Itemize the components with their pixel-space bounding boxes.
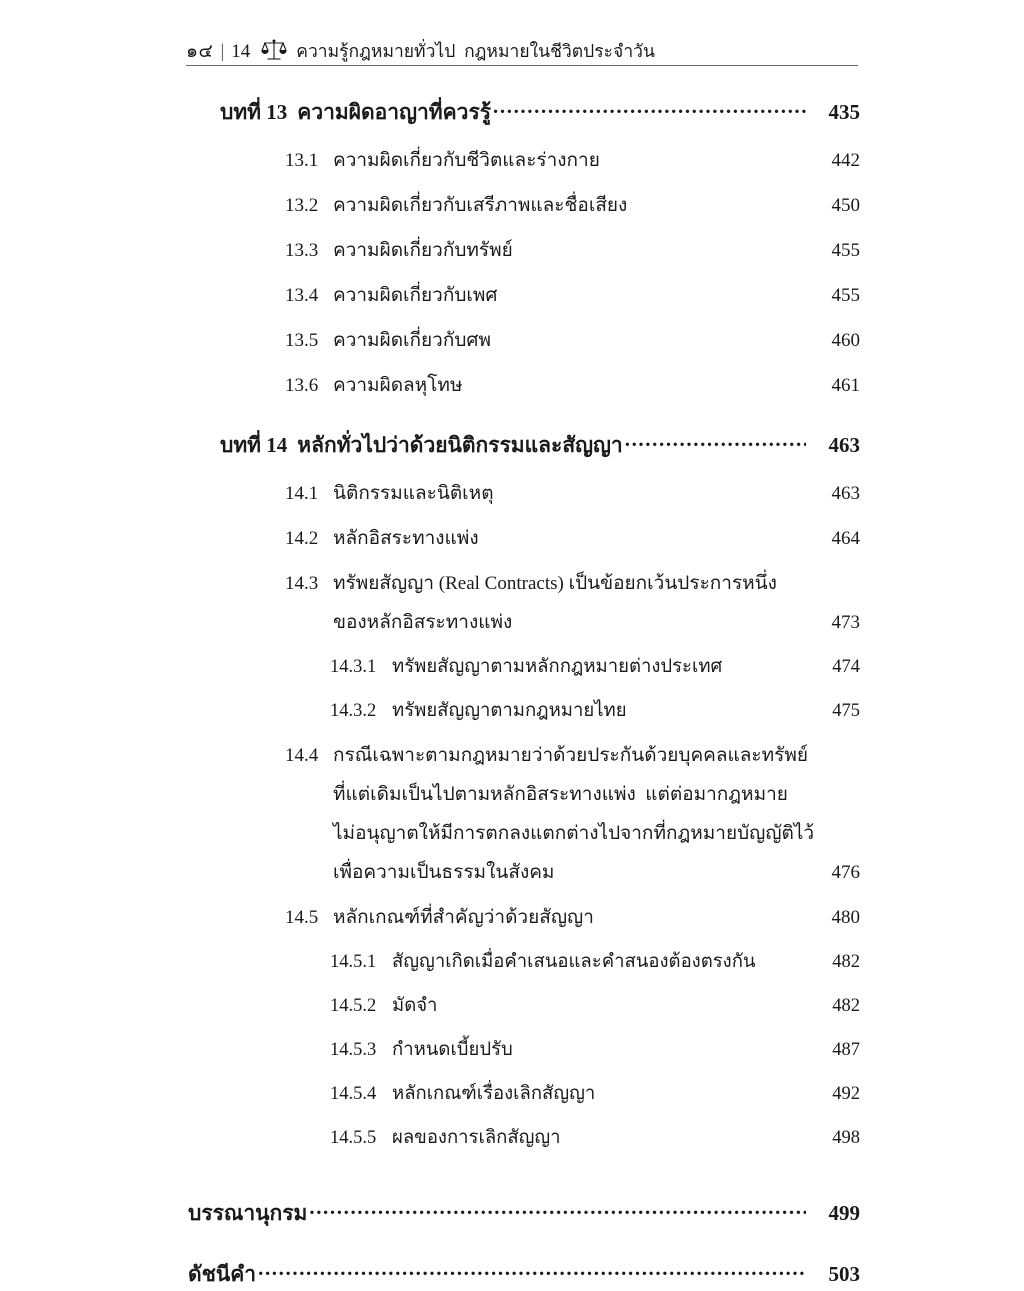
toc-chapter-row[interactable]: [0, 96, 1024, 129]
folio-thai-numeral: ๑๔: [186, 41, 214, 62]
toc-section-row[interactable]: [0, 370, 1024, 400]
toc-subsection-row[interactable]: [0, 1123, 1024, 1152]
section-number: 14.1: [285, 483, 319, 504]
section-continuation-line: [285, 779, 860, 809]
toc-backmatter-row[interactable]: [0, 1197, 1024, 1230]
subsection-title: หลักเกณฑ์เรื่องเลิกสัญญา: [392, 1084, 596, 1104]
chapter-title: ความผิดอาญาที่ควรรู้: [297, 100, 492, 124]
subsection-title: มัดจำ: [392, 996, 438, 1016]
section-continuation-line: [285, 818, 860, 848]
section-continuation-line: [285, 607, 860, 637]
section-first-line: [285, 568, 860, 598]
section-title-line: ที่แต่เดิมเป็นไปตามหลักอิสระทางแพ่ง แต่ต่อมากฎหมาย: [333, 784, 788, 805]
toc-subsection-row[interactable]: [0, 696, 1024, 725]
chapter-gap: [0, 415, 1024, 429]
backmatter-title: บรรณานุกรม: [188, 1201, 308, 1225]
subsection-page-number: 487: [832, 1040, 860, 1060]
section-page-number: 442: [831, 150, 860, 171]
chapter-title: หลักทั่วไปว่าด้วยนิติกรรมและสัญญา: [297, 433, 623, 457]
section-title-line: ทรัพยสัญญา (Real Contracts) เป็นข้อยกเว้นประการหนึ่ง: [333, 573, 777, 594]
dot-leader: [493, 98, 806, 119]
section-number: 13.6: [285, 375, 319, 396]
section-title-line: ของหลักอิสระทางแพ่ง: [333, 612, 513, 633]
section-number: 13.4: [285, 285, 319, 306]
toc-section-row[interactable]: [0, 145, 1024, 175]
subsection-page-number: 492: [832, 1084, 860, 1104]
section-page-number: 473: [831, 612, 860, 633]
section-page-number: 450: [831, 195, 860, 216]
subsection-page-number: 482: [832, 952, 860, 972]
toc-section-row[interactable]: [0, 325, 1024, 355]
subsection-number: 14.5.3: [330, 1040, 377, 1060]
section-title: นิติกรรมและนิติเหตุ: [333, 483, 494, 504]
section-number: 13.5: [285, 330, 319, 351]
section-number: 14.4: [285, 745, 319, 766]
toc-subsection-row[interactable]: [0, 652, 1024, 681]
subsection-title: ผลของการเลิกสัญญา: [392, 1128, 561, 1148]
subsection-page-number: 474: [832, 657, 860, 677]
subsection-page-number: 482: [832, 996, 860, 1016]
section-page-number: 461: [831, 375, 860, 396]
section-title: หลักเกณฑ์ที่สำคัญว่าด้วยสัญญา: [333, 907, 594, 928]
toc-subsection-row[interactable]: [0, 947, 1024, 976]
running-header: [186, 30, 858, 66]
section-page-number: 464: [831, 528, 860, 549]
section-title: ความผิดเกี่ยวกับชีวิตและร่างกาย: [333, 150, 600, 171]
section-title: ความผิดเกี่ยวกับเพศ: [333, 285, 498, 306]
toc-subsection-row[interactable]: [0, 1079, 1024, 1108]
section-number: 13.3: [285, 240, 319, 261]
running-header-title: ความรู้กฎหมายทั่วไป กฎหมายในชีวิตประจำวัน: [296, 40, 655, 61]
toc-section-row[interactable]: [0, 190, 1024, 220]
section-title: หลักอิสระทางแพ่ง: [333, 528, 479, 549]
section-page-number: 480: [831, 907, 860, 928]
scales-of-justice-icon: [261, 38, 287, 62]
section-page-number: 476: [831, 862, 860, 883]
subsection-number: 14.3.1: [330, 657, 377, 677]
subsection-title: สัญญาเกิดเมื่อคำเสนอและคำสนองต้องตรงกัน: [392, 952, 756, 972]
toc-section-block[interactable]: [0, 740, 1024, 887]
toc-subsection-row[interactable]: [0, 991, 1024, 1020]
subsection-page-number: 475: [832, 701, 860, 721]
subsection-number: 14.3.2: [330, 701, 377, 721]
toc-chapter-row[interactable]: [0, 429, 1024, 462]
dot-leader: [258, 1260, 806, 1281]
subsection-title: ทรัพยสัญญาตามกฎหมายไทย: [392, 701, 627, 721]
section-page-number: 460: [831, 330, 860, 351]
toc-section-row[interactable]: [0, 478, 1024, 508]
section-title: ความผิดเกี่ยวกับทรัพย์: [333, 240, 513, 261]
section-number: 13.2: [285, 195, 319, 216]
section-title: ความผิดเกี่ยวกับศพ: [333, 330, 491, 351]
toc-section-row[interactable]: [0, 280, 1024, 310]
backmatter-page-number: 503: [828, 1262, 860, 1286]
toc-subsection-row[interactable]: [0, 1035, 1024, 1064]
subsection-number: 14.5.4: [330, 1084, 377, 1104]
subsection-title: กำหนดเบี้ยปรับ: [392, 1040, 513, 1060]
section-page-number: 463: [831, 483, 860, 504]
section-title: ความผิดลหุโทษ: [333, 375, 463, 396]
section-title-line: กรณีเฉพาะตามกฎหมายว่าด้วยประกันด้วยบุคคลและทรัพย์: [333, 745, 808, 766]
toc-section-row[interactable]: [0, 902, 1024, 932]
toc-backmatter-row[interactable]: [0, 1258, 1024, 1291]
section-title-line: ไม่อนุญาตให้มีการตกลงแตกต่างไปจากที่กฎหมายบัญญัติไว้: [333, 823, 815, 844]
section-first-line: [285, 740, 860, 770]
subsection-number: 14.5.1: [330, 952, 377, 972]
chapter-page-number: 463: [828, 433, 860, 457]
backmatter-title: ดัชนีคำ: [188, 1262, 257, 1286]
section-page-number: 455: [831, 240, 860, 261]
subsection-page-number: 498: [832, 1128, 860, 1148]
section-number: 14.2: [285, 528, 319, 549]
folio-separator: |: [220, 41, 225, 62]
section-page-number: 455: [831, 285, 860, 306]
dot-leader: [625, 431, 806, 452]
subsection-number: 14.5.2: [330, 996, 377, 1016]
chapter-number: บทที่ 13: [220, 100, 288, 124]
toc-section-block[interactable]: [0, 568, 1024, 637]
subsection-number: 14.5.5: [330, 1128, 377, 1148]
section-title: ความผิดเกี่ยวกับเสรีภาพและชื่อเสียง: [333, 195, 628, 216]
chapter-number: บทที่ 14: [220, 433, 288, 457]
chapter-page-number: 435: [828, 100, 860, 124]
table-of-contents: [0, 96, 1024, 1291]
section-number: 13.1: [285, 150, 319, 171]
section-number: 14.5: [285, 907, 319, 928]
folio-arabic-numeral: 14: [231, 41, 251, 62]
toc-section-row[interactable]: [0, 235, 1024, 265]
backmatter-gap: [0, 1167, 1024, 1197]
backmatter-page-number: 499: [828, 1201, 860, 1225]
section-title-line: เพื่อความเป็นธรรมในสังคม: [333, 862, 555, 883]
toc-section-row[interactable]: [0, 523, 1024, 553]
section-continuation-line: [285, 857, 860, 887]
section-number: 14.3: [285, 573, 319, 594]
dot-leader: [309, 1199, 806, 1220]
subsection-title: ทรัพยสัญญาตามหลักกฎหมายต่างประเทศ: [392, 657, 723, 677]
